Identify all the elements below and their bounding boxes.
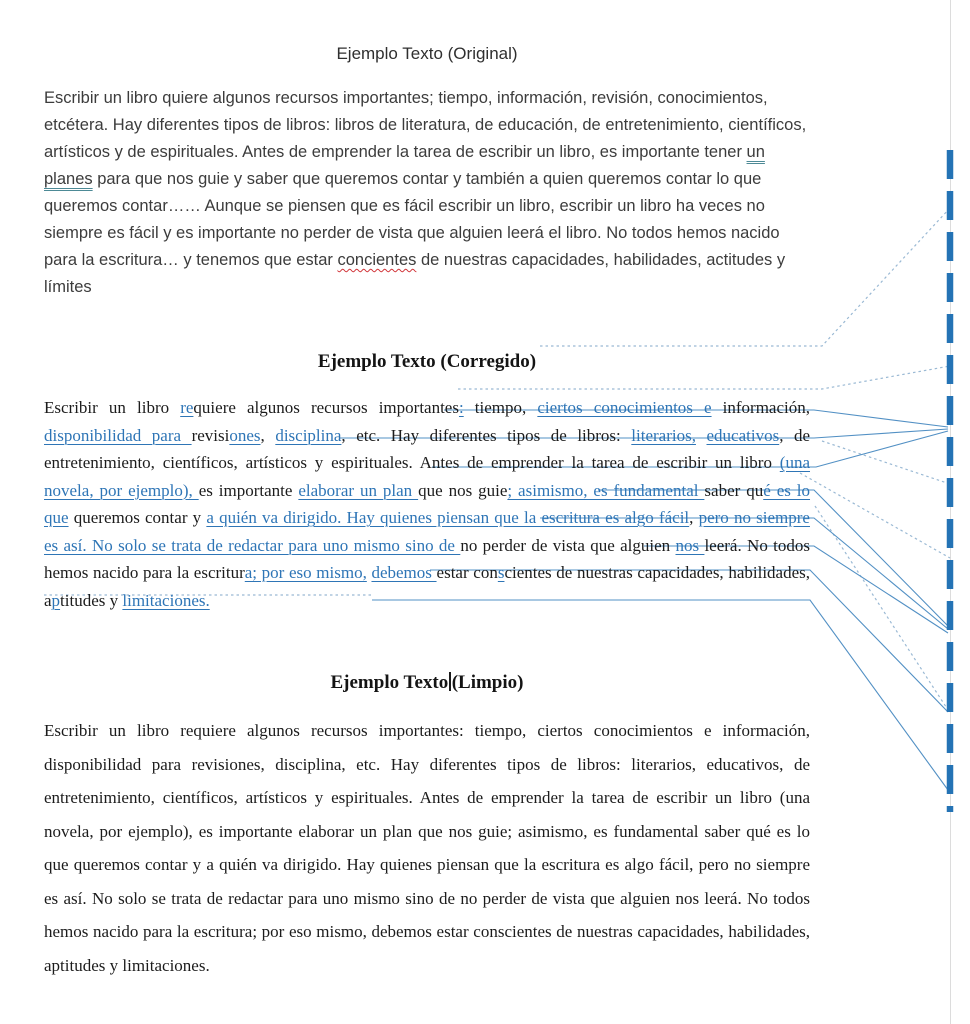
heading-limpio: [44, 672, 810, 694]
inserted-text: nos: [675, 535, 705, 555]
heading-corregido: Ejemplo Texto (Corregido): [317, 351, 537, 372]
revision-connector-dotted: [815, 506, 950, 713]
text-run: de nuestras capacidades, habilidades, actitudes y límites: [44, 251, 786, 296]
text-run: revisi: [191, 425, 230, 445]
spelling-flagged-text: concientes: [337, 251, 417, 269]
text-run: ,: [689, 508, 699, 527]
inserted-text: disciplina: [275, 425, 342, 445]
inserted-text: s: [497, 563, 505, 582]
paragraph-original[interactable]: [44, 85, 810, 301]
text-run: , etc. Hay diferentes tipos de libros:: [341, 425, 632, 445]
inserted-text: literarios,: [631, 425, 696, 445]
grammar-flagged-text: un planes: [44, 143, 765, 188]
heading-original: Ejemplo Texto (Original): [336, 44, 518, 63]
text-run: Escribir un libro: [44, 398, 181, 417]
heading-limpio-text-after: (Limpio): [451, 672, 524, 693]
inserted-text: p: [51, 590, 61, 610]
heading-limpio-text-before: Ejemplo Texto: [330, 672, 449, 693]
inserted-text: ciertos conocimientos e: [537, 398, 712, 417]
paragraph-corregido[interactable]: [44, 394, 810, 614]
inserted-text: ; asimismo, es fundamental: [507, 480, 705, 500]
text-run: leerá. No todos hemos nacido para la escritur: [44, 535, 810, 582]
inserted-text: limitaciones.: [122, 590, 210, 610]
inserted-text: é es lo que: [44, 480, 811, 527]
inserted-text: ones: [229, 425, 261, 445]
revision-connector-dotted: [822, 441, 950, 484]
inserted-text: a quién va dirigido. Hay quienes piensan que la escritura es algo fácil: [206, 508, 690, 527]
text-run: información,: [711, 398, 810, 417]
text-run: para que nos guie y saber que queremos contar y también a quien queremos contar lo que queremos contar…… Aunque se piensen que es fácil escribir un libro, escribir un libro ha veces no siempre es fácil y es importante no perder de vista que alguien leerá el libro. No todos hemos nacido para la escritura… y tenemos que estar: [44, 170, 780, 269]
inserted-text: :: [458, 398, 464, 417]
inserted-text: elaborar un plan: [298, 480, 419, 500]
text-run: , de entretenimiento, científicos, artísticos y espirituales. Antes de emprender la tarea de escribir un libro: [44, 425, 811, 472]
text-run: saber qu: [704, 480, 764, 500]
inserted-text: a; por eso mismo,: [244, 563, 367, 582]
text-run: Escribir un libro quiere algunos recursos importantes; tiempo, información, revisión, conocimientos, etcétera. Hay diferentes tipos de libros: libros de literatura, de educación, de entretenimiento, científicos, artísticos y de espirituales. Antes de emprender la tarea de escribir un libro, es importante tener: [44, 89, 807, 161]
text-run: ,: [260, 425, 276, 445]
inserted-text: disponibilidad para: [44, 425, 192, 445]
text-run: cientes de nuestras capacidades, habilidades, a: [44, 563, 810, 610]
text-column: [44, 0, 810, 999]
text-cursor: [449, 672, 451, 691]
inserted-text: debemos: [371, 563, 437, 582]
text-run: es importante: [198, 480, 299, 500]
text-run: tiempo,: [463, 398, 538, 417]
inserted-text: re: [180, 398, 194, 417]
text-run: titudes y: [60, 590, 123, 610]
revision-connector-dotted: [800, 473, 950, 558]
text-run: no perder de vista que alguien: [460, 535, 676, 555]
text-run: queremos contar y: [68, 508, 207, 527]
text-run: quiere algunos recursos importantes: [193, 398, 459, 417]
text-run: que nos guie: [418, 480, 508, 500]
inserted-text: pero no siempre es así. No solo se trata de redactar para uno mismo sino de: [44, 508, 810, 555]
text-run: estar con: [436, 563, 498, 582]
inserted-text: educativos: [706, 425, 780, 445]
inserted-text: (una novela, por ejemplo),: [44, 453, 810, 500]
text-run: [696, 426, 707, 445]
paragraph-limpio[interactable]: Escribir un libro requiere algunos recursos importantes: tiempo, ciertos conocimientos e información, disponibilidad para revisiones, disciplina, etc. Hay diferentes tipos de libros: literarios, educativos, de entretenimiento, científicos, artísticos y espirituales. Antes de emprender la tarea de escribir un libro (una novela, por ejemplo), es importante elaborar un plan que nos guie; asimismo, es fundamental saber qué es lo que queremos contar y a quién va dirigido. Hay quienes piensan que la escritura es algo fácil, pero no siempre es así. No solo se trata de redactar para uno mismo sino de no perder de vista que alguien nos leerá. No todos hemos nacido para la escritura; por eso mismo, debemos estar conscientes de nuestras capacidades, habilidades, aptitudes y limitaciones.: [44, 721, 810, 975]
